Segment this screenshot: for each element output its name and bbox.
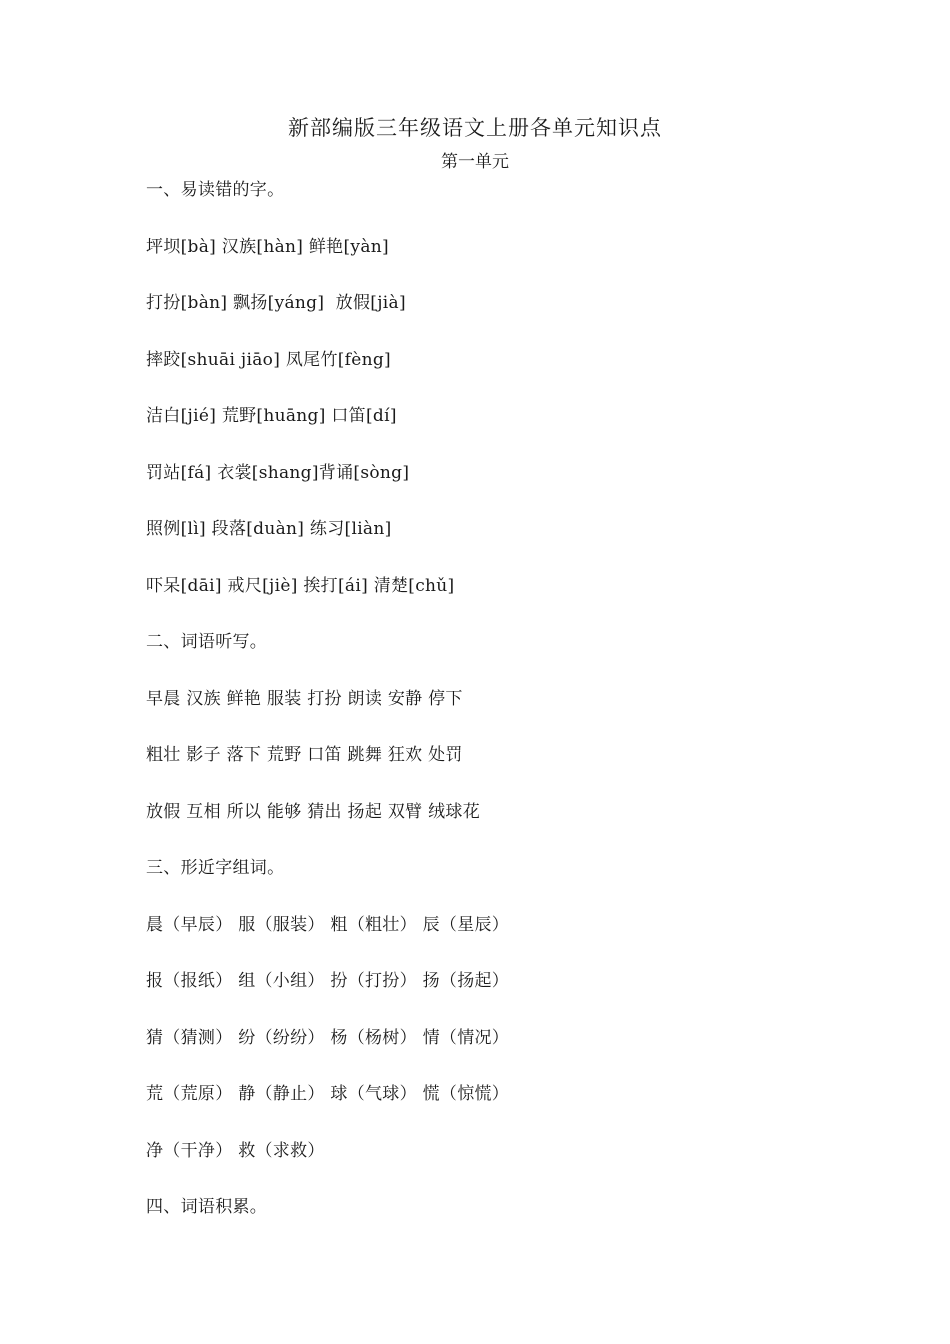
unit-title: 第一单元 [441, 152, 509, 172]
text-line: 洁白[jié] 荒野[huāng] 口笛[dí] [146, 406, 397, 426]
document-title: 新部编版三年级语文上册各单元知识点 [288, 116, 662, 140]
text-line: 打扮[bàn] 飘扬[yáng] 放假[jià] [146, 293, 406, 313]
section-heading-3: 三、形近字组词。 [146, 858, 285, 878]
section-heading-4: 四、词语积累。 [146, 1197, 268, 1217]
text-line: 照例[lì] 段落[duàn] 练习[liàn] [146, 519, 392, 539]
text-line: 猜（猜测） 纷（纷纷） 杨（杨树） 情（情况） [146, 1028, 510, 1048]
text-line: 坪坝[bà] 汉族[hàn] 鲜艳[yàn] [146, 237, 389, 257]
text-line: 报（报纸） 组（小组） 扮（打扮） 扬（扬起） [146, 971, 510, 991]
text-line: 早晨 汉族 鲜艳 服装 打扮 朗读 安静 停下 [146, 689, 463, 709]
text-line: 放假 互相 所以 能够 猜出 扬起 双臂 绒球花 [146, 802, 481, 822]
text-line: 荒（荒原） 静（静止） 球（气球） 慌（惊慌） [146, 1084, 510, 1104]
section-heading-1: 一、易读错的字。 [146, 180, 285, 200]
text-line: 摔跤[shuāi jiāo] 凤尾竹[fèng] [146, 350, 391, 370]
text-line: 净（干净） 救（求救） [146, 1141, 325, 1161]
text-line: 晨（早辰） 服（服装） 粗（粗壮） 辰（星辰） [146, 915, 510, 935]
text-line: 罚站[fá] 衣裳[shang]背诵[sòng] [146, 463, 410, 483]
text-line: 吓呆[dāi] 戒尺[jiè] 挨打[ái] 清楚[chǔ] [146, 576, 455, 596]
section-heading-2: 二、词语听写。 [146, 632, 268, 652]
text-line: 粗壮 影子 落下 荒野 口笛 跳舞 狂欢 处罚 [146, 745, 463, 765]
